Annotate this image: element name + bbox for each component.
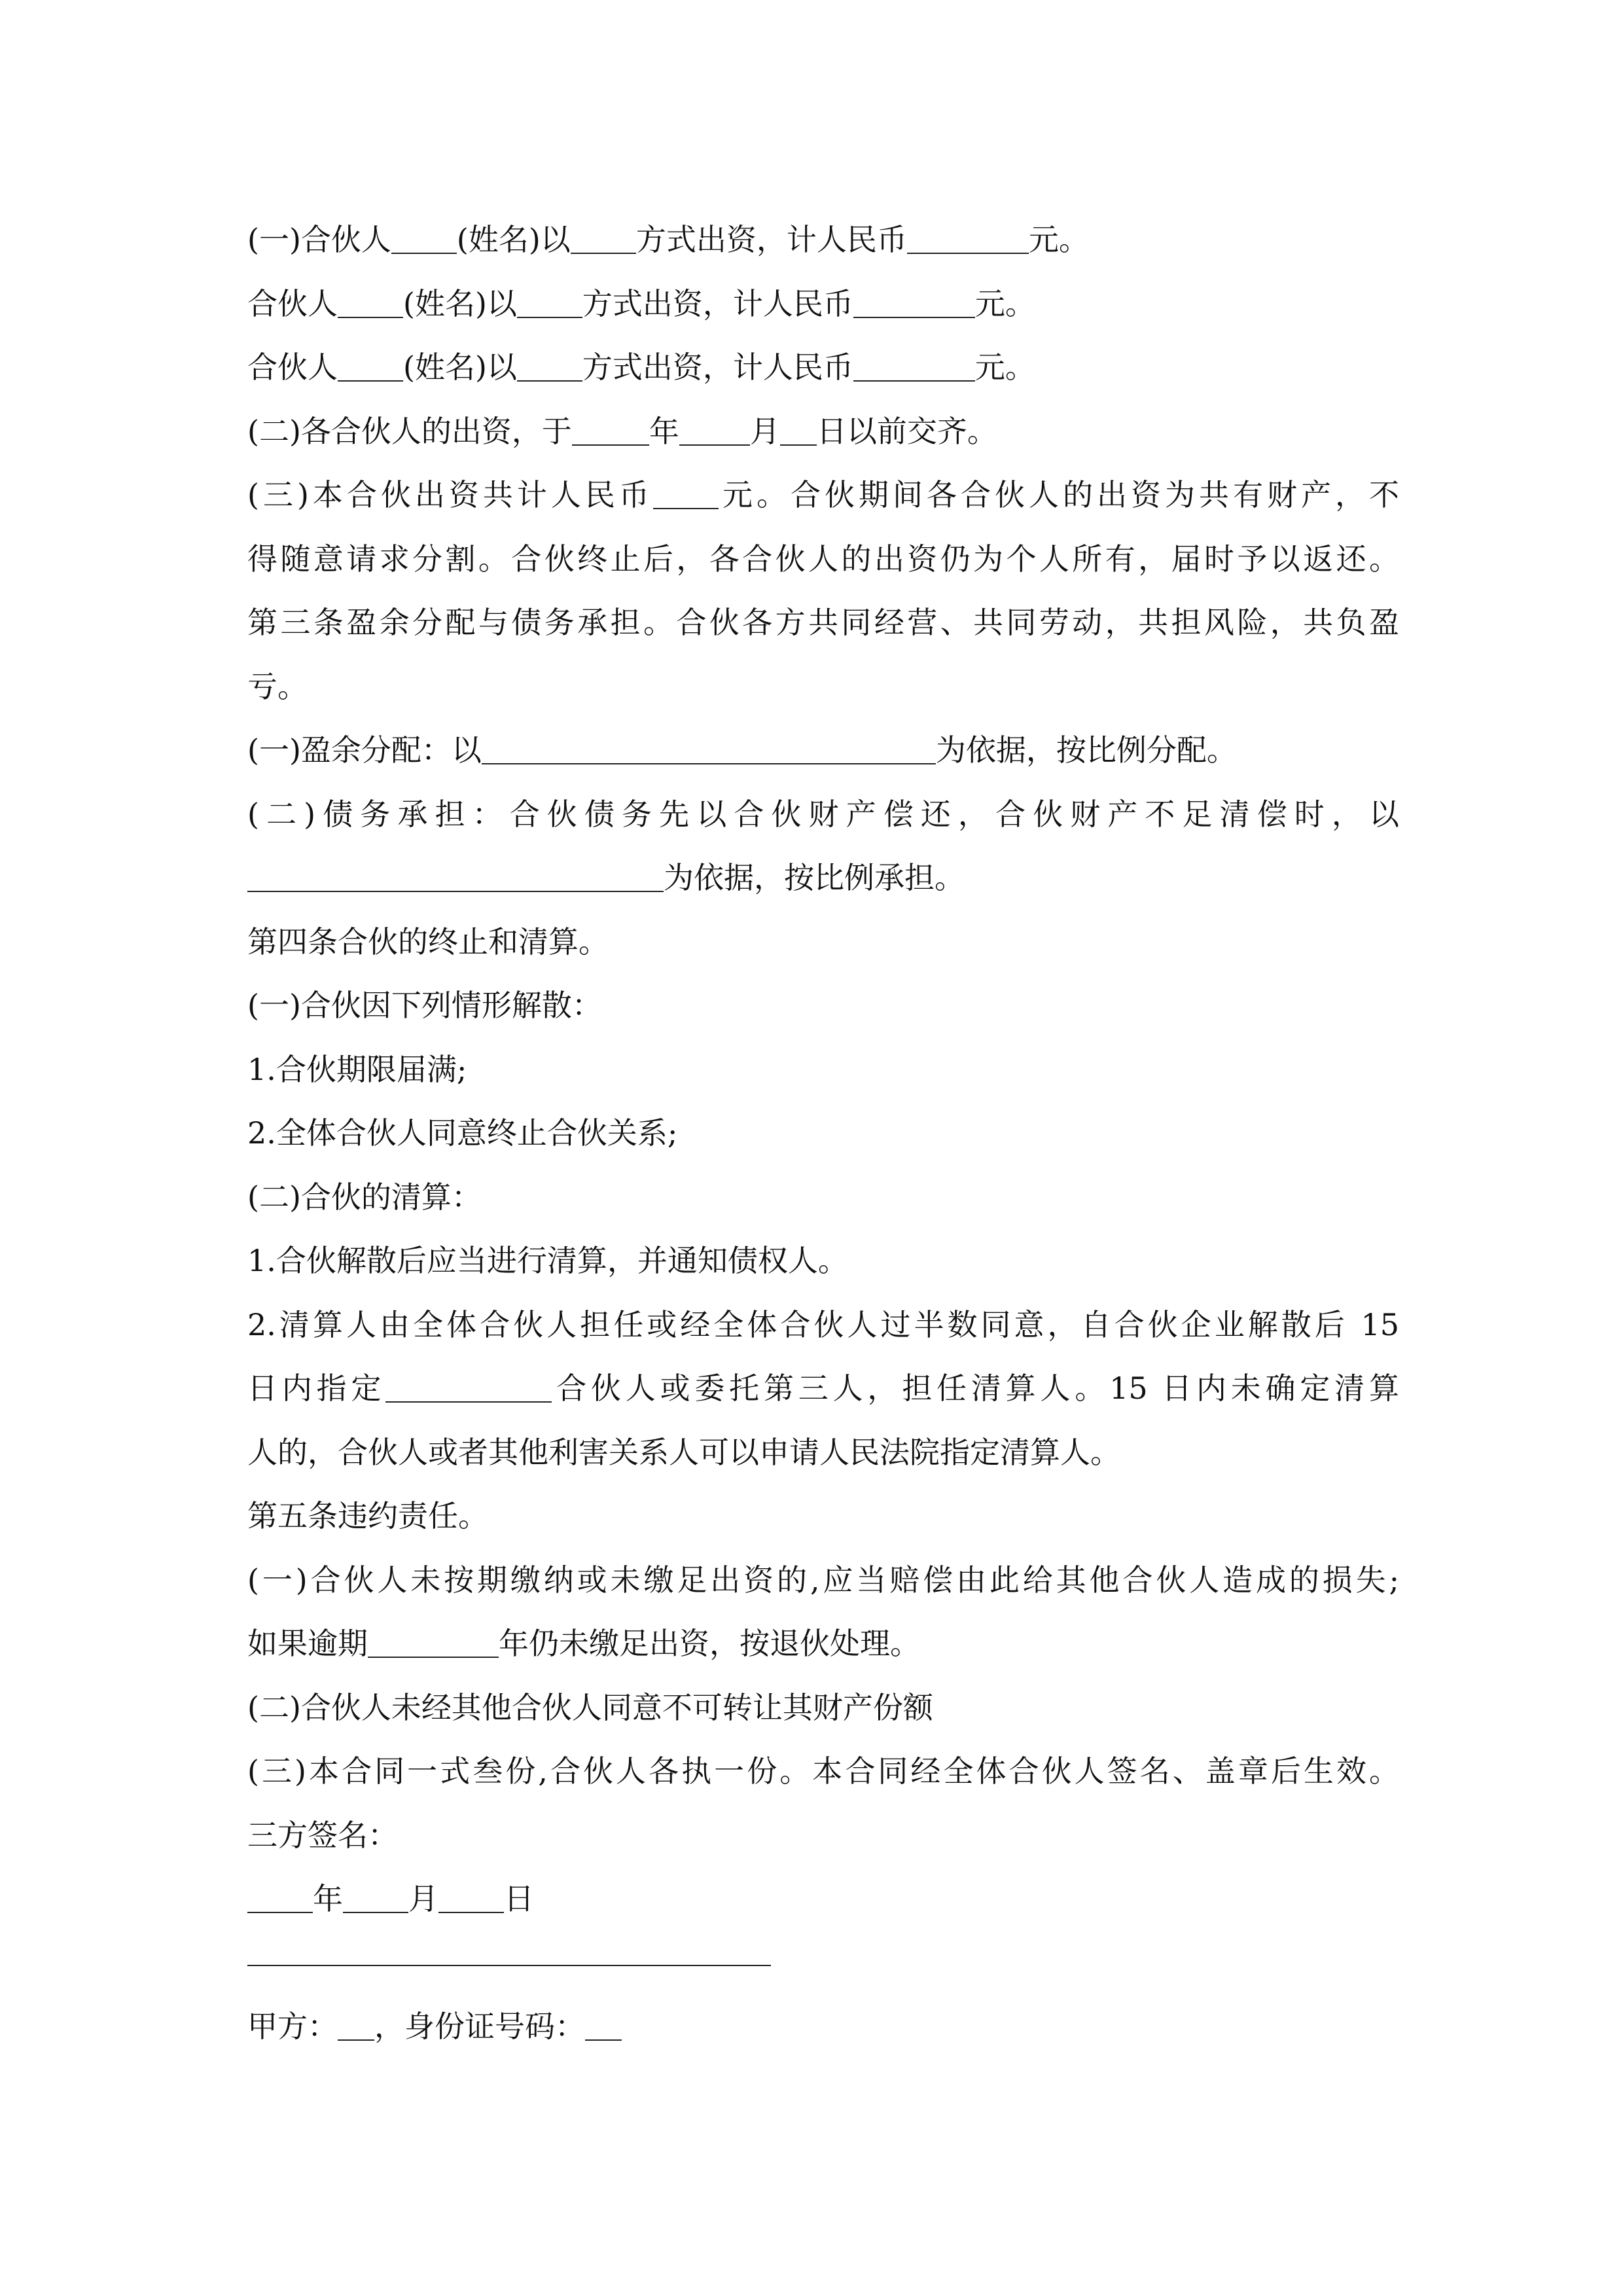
contribution-method-blank[interactable]: [517, 349, 582, 382]
horizontal-rule: [247, 1965, 771, 1966]
document-page: [247, 208, 1399, 2059]
overdue-line: 如果逾期 年仍未缴足出资，按退伙处理。: [247, 1626, 920, 1661]
paragraph-line: (一)合伙因下列情形解散：: [247, 988, 602, 1023]
contribution-line-3: 合伙人 (姓名)以 方式出资，计人民币 元。: [247, 350, 1035, 385]
paragraph-line: (二)合伙的清算：: [247, 1179, 482, 1215]
month-blank[interactable]: [343, 1880, 408, 1913]
liquidator-blank[interactable]: [385, 1370, 552, 1403]
paragraph-line: 亏。: [247, 668, 308, 704]
list-item: 2.清算人由全体合伙人担任或经全体合伙人过半数同意，自合伙企业解散后 15: [247, 1306, 1399, 1342]
contribution-method-blank[interactable]: [517, 285, 582, 318]
profit-distribution-line: (一)盈余分配：以 为依据，按比例分配。: [247, 732, 1237, 768]
article-3-heading: 第三条盈余分配与债务承担。合伙各方共同经营、共同劳动，共担风险，共负盈: [247, 605, 1399, 640]
amount-blank[interactable]: [853, 349, 975, 382]
amount-blank[interactable]: [907, 221, 1029, 254]
partner-name-blank[interactable]: [338, 285, 403, 318]
year-blank[interactable]: [247, 1880, 313, 1913]
paragraph-line: (三)本合同一式叁份,合伙人各执一份。本合同经全体合伙人签名、盖章后生效。: [247, 1753, 1399, 1789]
debt-basis-line: 为依据，按比例承担。: [247, 846, 1399, 910]
list-item: 2.全体合伙人同意终止合伙关系;: [247, 1115, 678, 1151]
separator-line: [247, 1931, 1399, 1996]
paragraph-line: 得随意请求分割。合伙终止后，各合伙人的出资仍为个人所有，届时予以返还。: [247, 541, 1399, 577]
amount-blank[interactable]: [853, 285, 975, 318]
day-blank[interactable]: [438, 1880, 504, 1913]
paragraph-line: 人的，合伙人或者其他利害关系人可以申请人民法院指定清算人。: [247, 1434, 1120, 1470]
partner-name-blank[interactable]: [391, 221, 457, 254]
article-4-heading: 第四条合伙的终止和清算。: [247, 924, 609, 960]
list-item: 1.合伙解散后应当进行清算，并通知债权人。: [247, 1243, 848, 1278]
contribution-line-2: 合伙人 (姓名)以 方式出资，计人民币 元。: [247, 285, 1035, 321]
year-blank[interactable]: [572, 413, 649, 446]
party-a-line: 甲方： ，身份证号码：: [247, 1995, 1399, 2059]
party-a-id-blank[interactable]: [585, 2008, 622, 2041]
paragraph-line: (二)合伙人未经其他合伙人同意不可转让其财产份额: [247, 1689, 933, 1725]
day-blank[interactable]: [780, 413, 817, 446]
paragraph-line: (一)合伙人未按期缴纳或未缴足出资的,应当赔偿由此给其他合伙人造成的损失;: [247, 1562, 1399, 1598]
party-a-name-blank[interactable]: [338, 2008, 374, 2041]
overdue-years-blank[interactable]: [368, 1625, 499, 1658]
profit-basis-blank[interactable]: [482, 732, 936, 764]
signature-date-line: 年 月 日: [247, 1867, 1399, 1931]
month-blank[interactable]: [679, 413, 750, 446]
signature-heading: 三方签名：: [247, 1817, 398, 1853]
list-item: 1.合伙期限届满;: [247, 1051, 467, 1087]
debt-bearing-line: (二)债务承担：合伙债务先以合伙财产偿还，合伙财产不足清偿时，以: [247, 796, 1399, 832]
debt-basis-blank[interactable]: [247, 859, 664, 892]
article-5-heading: 第五条违约责任。: [247, 1498, 488, 1534]
payment-deadline-line: (二)各合伙人的出资，于 年 月 日以前交齐。: [247, 413, 997, 449]
liquidator-line: 日内指定 合伙人或委托第三人，担任清算人。15 日内未确定清算: [247, 1371, 1400, 1406]
contribution-line-1: (一)合伙人 (姓名)以 方式出资，计人民币 元。: [247, 222, 1089, 257]
total-contribution-line: (三)本合伙出资共计人民币 元。合伙期间各合伙人的出资为共有财产，不: [247, 477, 1399, 512]
contribution-method-blank[interactable]: [571, 221, 636, 254]
total-amount-blank[interactable]: [653, 476, 719, 509]
partner-name-blank[interactable]: [338, 349, 403, 382]
